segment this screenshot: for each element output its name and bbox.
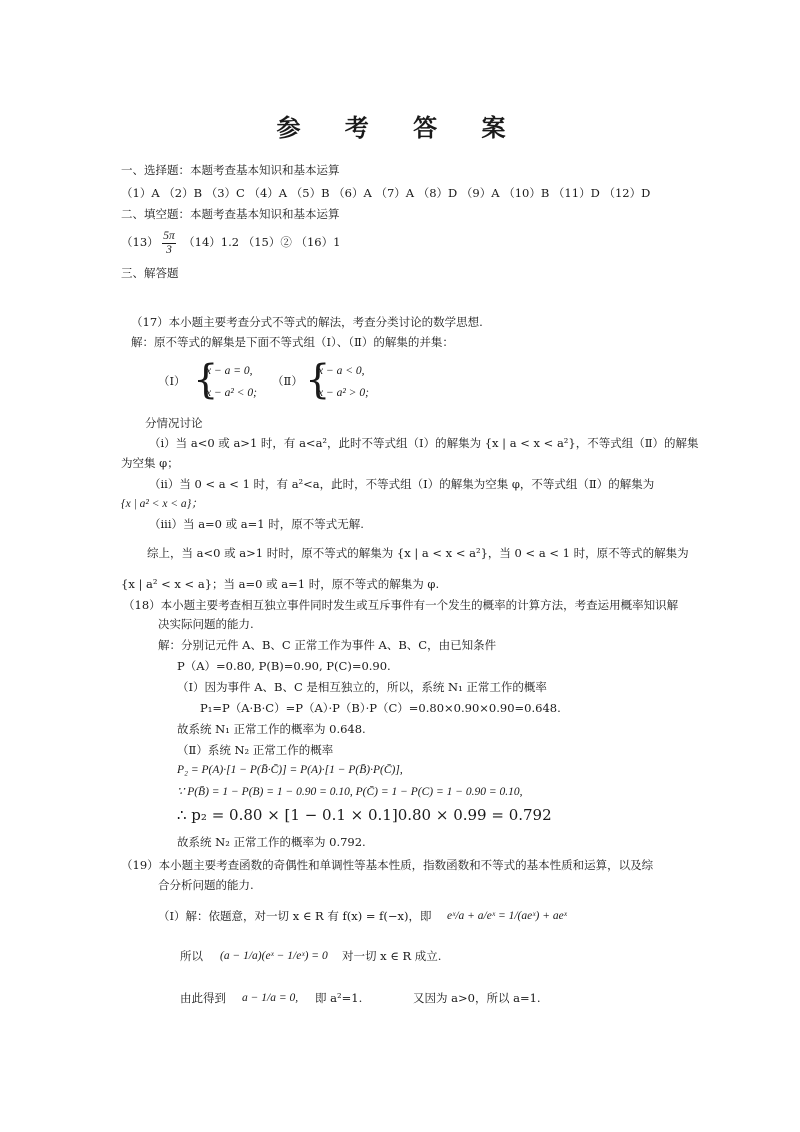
section-1-heading: 一、选择题：本题考查基本知识和基本运算 [121, 163, 340, 177]
q18-intro: （18）本小题主要考查相互独立事件同时发生或互斥事件有一个发生的概率的计算方法，考查运用概率知识解 [123, 598, 679, 612]
system-1-brace: { [193, 357, 219, 403]
q18-part-2-complements: ∵ P(B̄) = 1 − P(B) = 1 − 0.90 = 0.10, P(C̄) = 1 − P(C) = 1 − 0.90 = 0.10, [177, 786, 523, 798]
q17-case-1-cont: 为空集 φ； [121, 456, 179, 470]
q19-product-equation: (a − 1/a)(eˣ − 1/eˣ) = 0 [220, 950, 328, 962]
q17-case-1: （i）当 a<0 或 a>1 时，有 a<a²，此时不等式组（Ⅰ）的解集为 {x | a < x < a²}，不等式组（Ⅱ）的解集 [149, 436, 699, 450]
q18-part-1-calc: P₁=P（A·B·C）=P（A）·P（B）·P（C）=0.80×0.90×0.90=0.648. [200, 701, 561, 715]
q19-part-1-text: （Ⅰ）解：依题意，对一切 x ∈ R 有 f(x) = f(−x)，即 [158, 909, 432, 923]
section-2-heading: 二、填空题：本题考查基本知识和基本运算 [121, 207, 340, 221]
q19-derive-result: 即 a²=1. [315, 991, 363, 1005]
q18-part-2-answer: 故系统 N₂ 正常工作的概率为 0.792. [177, 835, 366, 849]
q18-part-1-answer: 故系统 N₁ 正常工作的概率为 0.648. [177, 722, 366, 736]
q17-summary-1: 综上，当 a<0 或 a>1 时时，原不等式的解集为 {x | a < x < a²}，当 0 < a < 1 时，原不等式的解集为 [147, 546, 689, 560]
section-3-heading: 三、解答题 [121, 266, 179, 280]
q18-part-2: （Ⅱ）系统 N₂ 正常工作的概率 [177, 743, 334, 757]
answer-13-numerator: 5π [163, 229, 175, 242]
system-1-label: （Ⅰ） [158, 374, 186, 388]
q18-part-2-formula: P₂ = P(A)·[1 − P(B̄·C̄)] = P(A)·[1 − P(B̄)·P(C̄)], [177, 764, 403, 776]
system-2-brace: { [305, 357, 331, 403]
q17-case-2-cont: {x | a² < x < a}； [121, 498, 203, 510]
answer-13-fraction [162, 230, 176, 257]
q19-part-1-equation: eˣ/a + a/eˣ = 1/(aeˣ) + aeˣ [447, 910, 567, 922]
q17-solution-start: 解：原不等式的解集是下面不等式组（Ⅰ）、（Ⅱ）的解集的并集： [131, 335, 454, 349]
q19-intro-cont: 合分析问题的能力. [158, 878, 254, 892]
q17-case-3: （iii）当 a=0 或 a=1 时，原不等式无解. [149, 517, 364, 531]
system-1-line-2: x − a² < 0; [206, 387, 257, 399]
q19-derive-equation: a − 1/a = 0, [242, 992, 299, 1004]
q18-solution-start: 解：分别记元件 A、B、C 正常工作为事件 A、B、C，由已知条件 [158, 638, 497, 652]
q19-therefore-label: 所以 [180, 949, 203, 963]
q18-part-2-result: ∴ p₂ = 0.80 × [1 − 0.1 × 0.1]0.80 × 0.99 = 0.792 [177, 806, 552, 824]
q18-intro-cont: 决实际问题的能力. [158, 617, 254, 631]
page-title: 参 考 答 案 [276, 113, 524, 142]
q19-conclusion: 又因为 a>0，所以 a=1. [413, 991, 541, 1005]
system-2-line-2: x − a² > 0; [318, 387, 369, 399]
section-2-answers [121, 226, 340, 258]
answer-13-label: （13） [121, 235, 159, 249]
answer-13-denominator: 3 [166, 243, 172, 256]
q19-product-condition: 对一切 x ∈ R 成立. [342, 949, 442, 963]
q18-part-1: （Ⅰ）因为事件 A、B、C 是相互独立的，所以，系统 N₁ 正常工作的概率 [177, 680, 547, 694]
q17-cases-heading: 分情况讨论 [145, 416, 203, 430]
q17-intro: （17）本小题主要考查分式不等式的解法，考查分类讨论的数学思想. [131, 315, 483, 329]
q17-summary-2: {x | a² < x < a}；当 a=0 或 a=1 时，原不等式的解集为 φ. [121, 577, 440, 591]
q18-given-probabilities: P（A）=0.80, P(B)=0.90, P(C)=0.90. [177, 659, 391, 673]
system-2-label: （Ⅱ） [272, 374, 303, 388]
section-1-answers: （1）A （2）B （3）C （4）A （5）B （6）A （7）A （8）D （9）A （10）B （11）D （12）D [121, 186, 651, 200]
q19-derive-label: 由此得到 [180, 991, 226, 1005]
q19-intro: （19）本小题主要考查函数的奇偶性和单调性等基本性质，指数函数和不等式的基本性质和运算，以及综 [121, 858, 654, 872]
system-2-line-1: x − a < 0, [318, 365, 365, 377]
answer-14-16: （14）1.2 （15）② （16）1 [183, 235, 341, 249]
system-1-line-1: x − a = 0, [206, 365, 253, 377]
q17-case-2: （ii）当 0 < a < 1 时，有 a²<a，此时，不等式组（Ⅰ）的解集为空集 φ，不等式组（Ⅱ）的解集为 [149, 477, 655, 491]
